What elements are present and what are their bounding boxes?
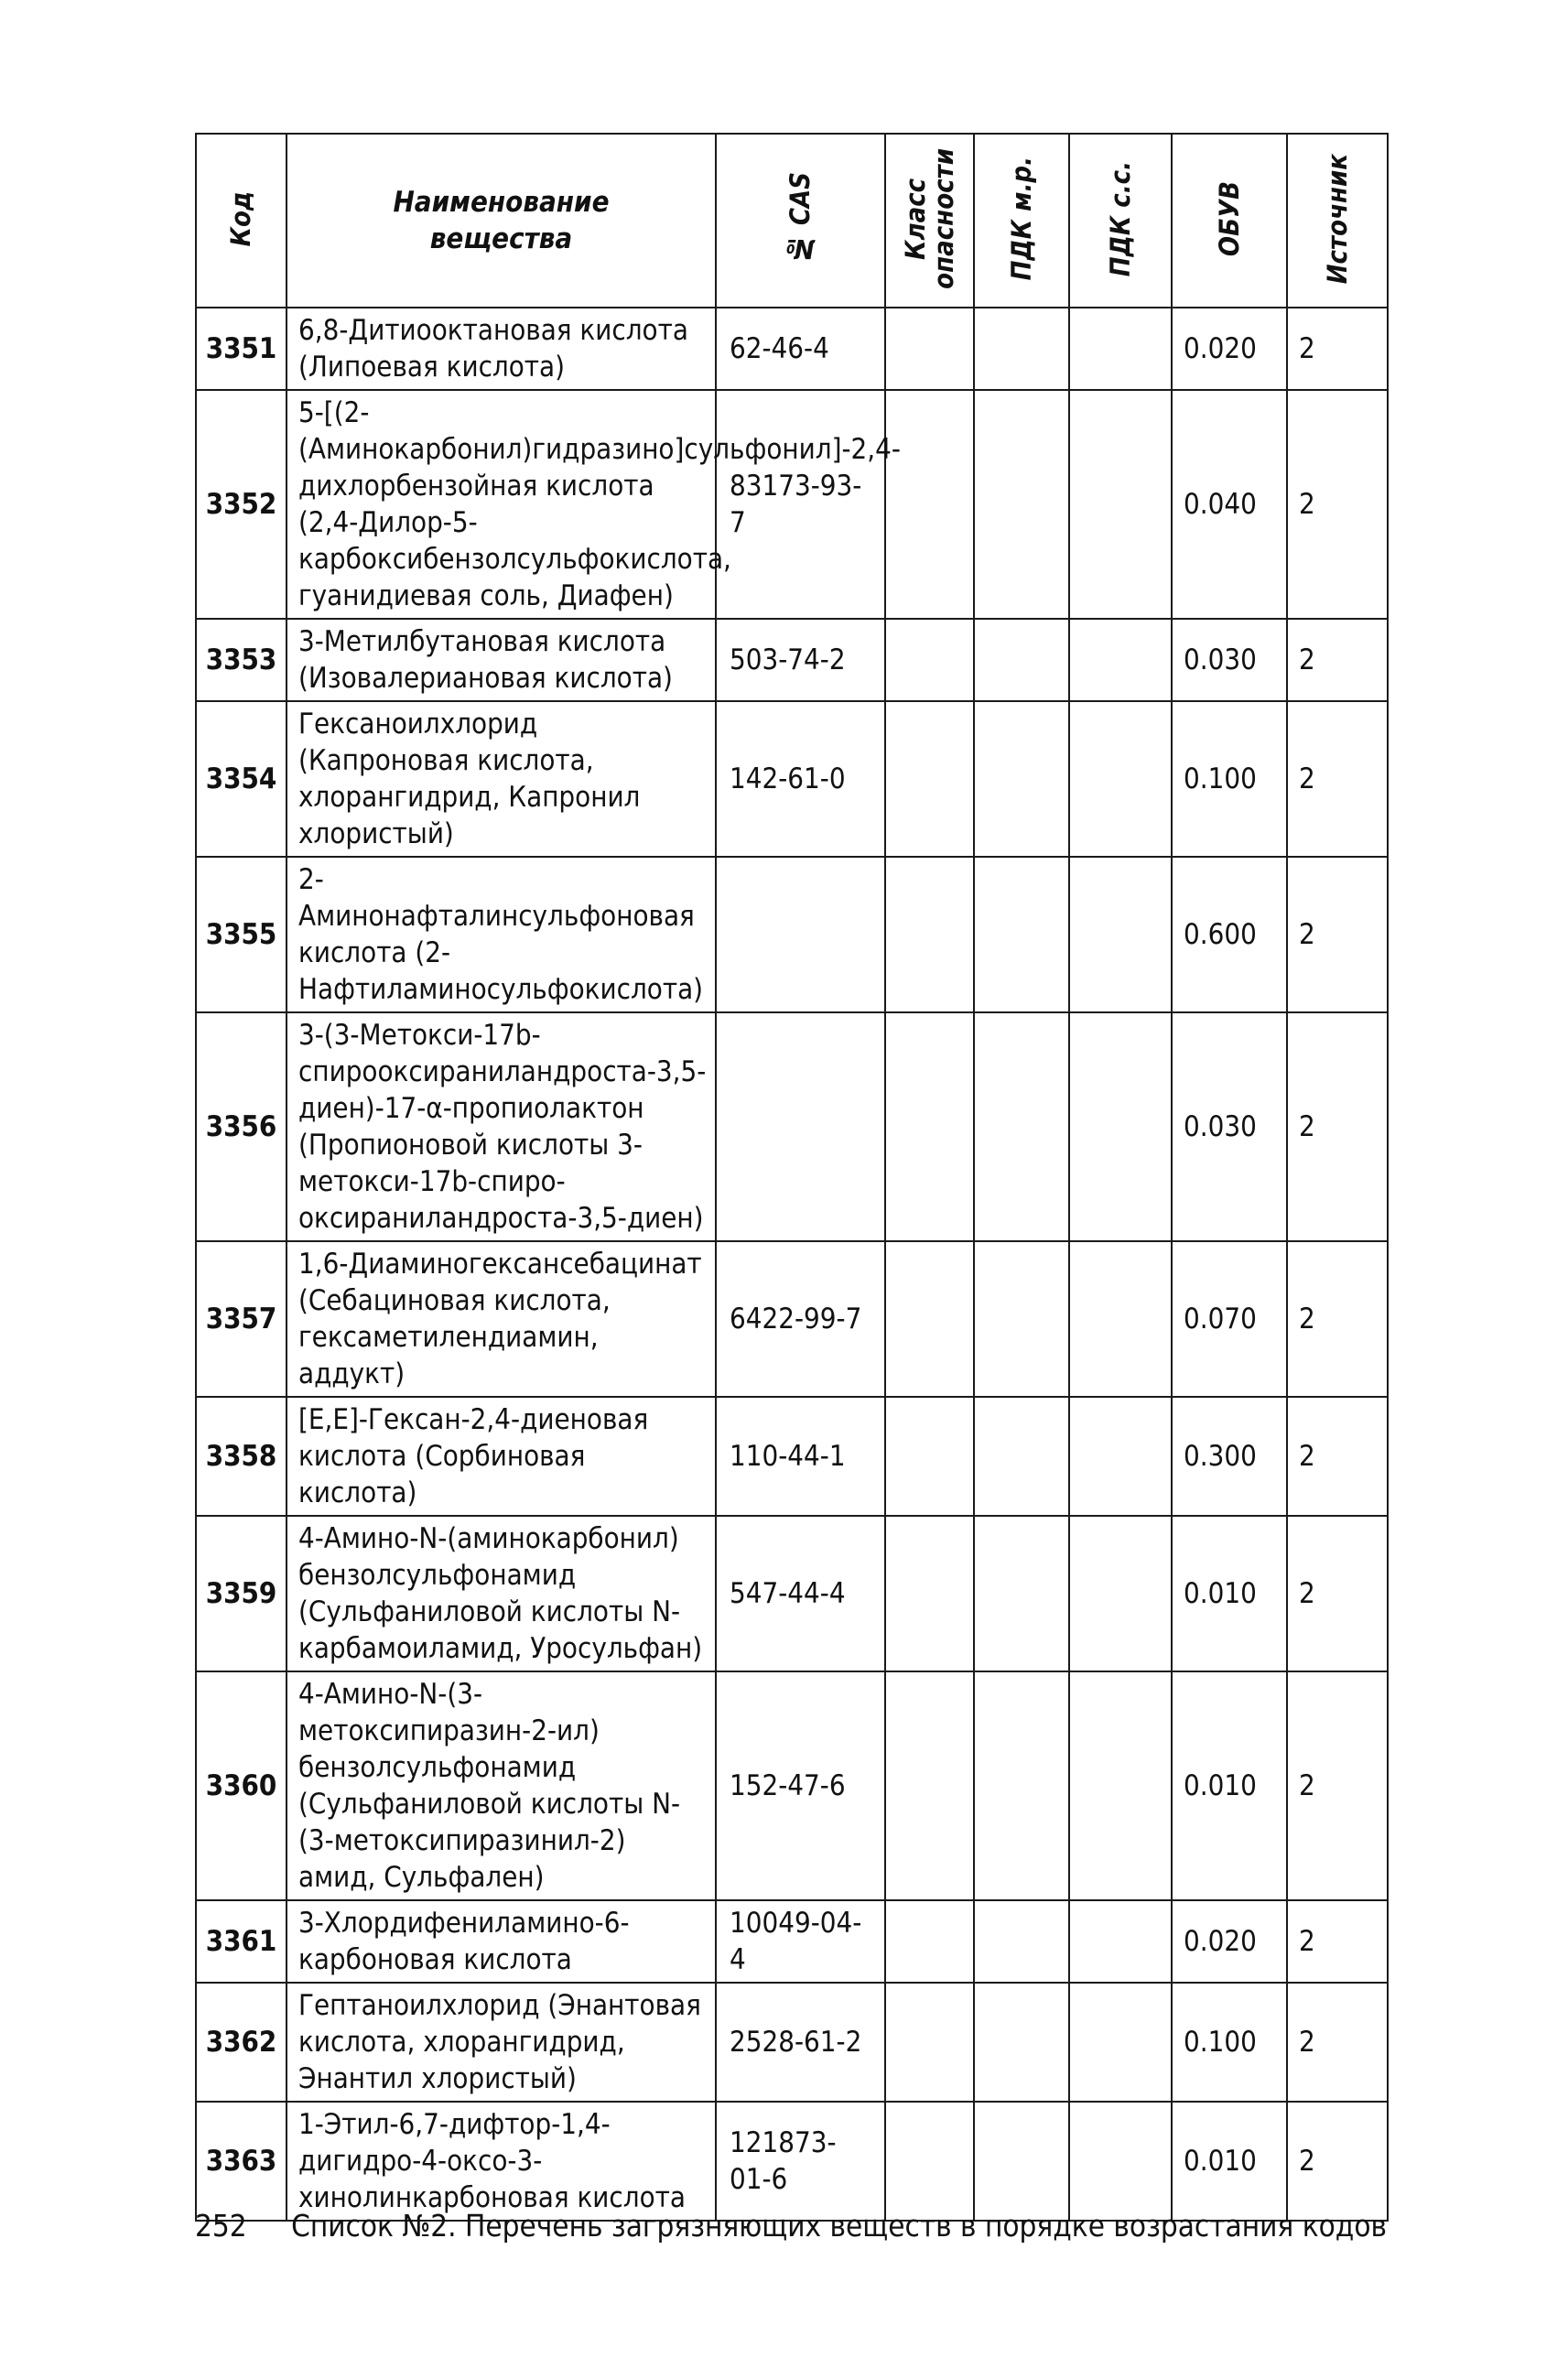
header-source: Источник [1287,134,1388,308]
cell-pdk-mr [974,1983,1069,2102]
table-row [196,308,1388,390]
cell-hazard-class [885,1241,974,1397]
cell-pdk-ss [1069,1671,1172,1900]
header-name-line2: вещества [429,222,573,255]
table-row [196,1397,1388,1516]
cell-hazard-class [885,308,974,390]
cell-name: 6,8-Дитиооктановая кислота (Липоевая кислота) [287,308,716,390]
cell-pdk-mr [974,2102,1069,2221]
cell-obuv: 0.010 [1172,1671,1287,1900]
cell-obuv: 0.010 [1172,2102,1287,2221]
cell-code: 3361 [196,1900,287,1983]
cell-source: 2 [1287,701,1388,857]
cell-cas: 6422-99-7 [716,1241,885,1397]
cell-code: 3351 [196,308,287,390]
cell-hazard-class [885,390,974,619]
table-row [196,1671,1388,1900]
header-hazard-class [885,134,974,308]
header-cas: № CAS [716,134,885,308]
cell-hazard-class [885,1983,974,2102]
cell-name: 1-Этил-6,7-дифтор-1,4-дигидро-4-оксо-3-хинолинкарбоновая кислота [287,2102,716,2221]
cell-pdk-ss [1069,1900,1172,1983]
cell-code: 3357 [196,1241,287,1397]
cell-source: 2 [1287,1516,1388,1671]
cell-obuv: 0.600 [1172,857,1287,1012]
header-pdk-ss: ПДК с.с. [1069,134,1172,308]
cell-pdk-ss [1069,2102,1172,2221]
cell-name: 3-(3-Метокси-17b-спирооксиранилaндроста-3,5-диен)-17-α-пропиолактон (Пропионовой кислоты 3-метокси-17b-спиро-оксиранилaндроста-3,5-диен) [287,1012,716,1241]
table-row [196,390,1388,619]
cell-obuv: 0.300 [1172,1397,1287,1516]
cell-code: 3358 [196,1397,287,1516]
cell-cas: 2528-61-2 [716,1983,885,2102]
cell-name: 4-Амино-N-(аминокарбонил) бензолсульфонамид (Сульфаниловой кислоты N-карбамоиламид, Уросульфан) [287,1516,716,1671]
table-row [196,1900,1388,1983]
cell-cas: 547-44-4 [716,1516,885,1671]
cell-pdk-mr [974,1241,1069,1397]
cell-source: 2 [1287,1397,1388,1516]
cell-name: 4-Амино-N-(3-метоксипиразин-2-ил) бензолсульфонамид (Сульфаниловой кислоты N-(3-метоксипиразинил-2) амид, Сульфален) [287,1671,716,1900]
cell-source: 2 [1287,1012,1388,1241]
cell-source: 2 [1287,308,1388,390]
page-footer [195,2208,1387,2254]
cell-cas [716,857,885,1012]
cell-pdk-ss [1069,308,1172,390]
substances-table-container [195,133,1387,2222]
header-row [196,134,1388,308]
header-name [287,134,716,308]
cell-pdk-mr [974,1397,1069,1516]
cell-hazard-class [885,701,974,857]
cell-cas: 110-44-1 [716,1397,885,1516]
cell-cas [716,1012,885,1241]
cell-source: 2 [1287,1900,1388,1983]
cell-obuv: 0.030 [1172,1012,1287,1241]
header-pdk-mr: ПДК м.р. [974,134,1069,308]
cell-obuv: 0.020 [1172,1900,1287,1983]
cell-obuv: 0.010 [1172,1516,1287,1671]
cell-cas: 121873-01-6 [716,2102,885,2221]
cell-source: 2 [1287,390,1388,619]
cell-pdk-mr [974,390,1069,619]
cell-hazard-class [885,1397,974,1516]
cell-obuv: 0.020 [1172,308,1287,390]
cell-pdk-mr [974,308,1069,390]
cell-pdk-ss [1069,701,1172,857]
cell-source: 2 [1287,619,1388,701]
cell-pdk-mr [974,701,1069,857]
table-row [196,1241,1388,1397]
table-body [196,308,1388,2221]
header-hazard-line1: Класс [899,178,931,260]
cell-code: 3359 [196,1516,287,1671]
cell-cas: 503-74-2 [716,619,885,701]
table-row [196,619,1388,701]
cell-hazard-class [885,1012,974,1241]
cell-code: 3363 [196,2102,287,2221]
page-number: 252 [195,2208,247,2244]
table-row [196,1516,1388,1671]
header-obuv: ОБУВ [1172,134,1287,308]
table-row [196,857,1388,1012]
cell-hazard-class [885,2102,974,2221]
header-code: Код [196,134,287,308]
cell-name: Гептаноилхлорид (Энантовая кислота, хлорангидрид, Энантил хлористый) [287,1983,716,2102]
cell-pdk-mr [974,1012,1069,1241]
cell-pdk-ss [1069,390,1172,619]
running-title: Список №2. Перечень загрязняющих веществ в порядке возрастания кодов [291,2208,1387,2244]
cell-source: 2 [1287,1671,1388,1900]
cell-obuv: 0.070 [1172,1241,1287,1397]
cell-pdk-ss [1069,857,1172,1012]
cell-code: 3354 [196,701,287,857]
table-row [196,1012,1388,1241]
cell-code: 3356 [196,1012,287,1241]
cell-obuv: 0.100 [1172,1983,1287,2102]
cell-code: 3355 [196,857,287,1012]
cell-cas: 62-46-4 [716,308,885,390]
cell-pdk-mr [974,1671,1069,1900]
cell-pdk-ss [1069,619,1172,701]
cell-hazard-class [885,1671,974,1900]
cell-hazard-class [885,619,974,701]
cell-pdk-mr [974,857,1069,1012]
cell-pdk-ss [1069,1241,1172,1397]
cell-cas: 142-61-0 [716,701,885,857]
cell-obuv: 0.100 [1172,701,1287,857]
cell-name: 2-Аминонафталинсульфоновая кислота (2-Нафтиламиносульфокислота) [287,857,716,1012]
table-row [196,701,1388,857]
cell-pdk-mr [974,1900,1069,1983]
cell-name: [E,E]-Гексан-2,4-диеновая кислота (Сорбиновая кислота) [287,1397,716,1516]
cell-obuv: 0.040 [1172,390,1287,619]
cell-pdk-ss [1069,1983,1172,2102]
cell-name: 1,6-Диаминогексансебацинат (Себациновая кислота, гексаметилендиамин, аддукт) [287,1241,716,1397]
cell-name: Гексаноилхлорид (Капроновая кислота, хлорангидрид, Капронил хлористый) [287,701,716,857]
cell-source: 2 [1287,2102,1388,2221]
table-row [196,1983,1388,2102]
cell-pdk-ss [1069,1397,1172,1516]
cell-obuv: 0.030 [1172,619,1287,701]
cell-cas: 83173-93-7 [716,390,885,619]
cell-hazard-class [885,1900,974,1983]
cell-cas: 152-47-6 [716,1671,885,1900]
table-row [196,2102,1388,2221]
header-hazard-line2: опасности [927,148,959,289]
header-name-line1: Наименование [393,186,610,219]
substances-table [195,133,1389,2222]
cell-name: 5-[(2-(Аминокарбонил)гидразино]сульфонил]-2,4-дихлорбензойная кислота (2,4-Дилор-5-карбоксибензолсульфокислота, гуанидиевая соль, Диафен) [287,390,716,619]
cell-source: 2 [1287,857,1388,1012]
cell-source: 2 [1287,1241,1388,1397]
cell-name: 3-Хлордифениламино-6-карбоновая кислота [287,1900,716,1983]
cell-pdk-ss [1069,1012,1172,1241]
cell-source: 2 [1287,1983,1388,2102]
cell-hazard-class [885,1516,974,1671]
cell-code: 3360 [196,1671,287,1900]
cell-pdk-mr [974,1516,1069,1671]
cell-code: 3353 [196,619,287,701]
cell-name: 3-Метилбутановая кислота (Изовалериановая кислота) [287,619,716,701]
cell-pdk-ss [1069,1516,1172,1671]
cell-hazard-class [885,857,974,1012]
cell-code: 3362 [196,1983,287,2102]
cell-cas: 10049-04-4 [716,1900,885,1983]
cell-pdk-mr [974,619,1069,701]
cell-code: 3352 [196,390,287,619]
